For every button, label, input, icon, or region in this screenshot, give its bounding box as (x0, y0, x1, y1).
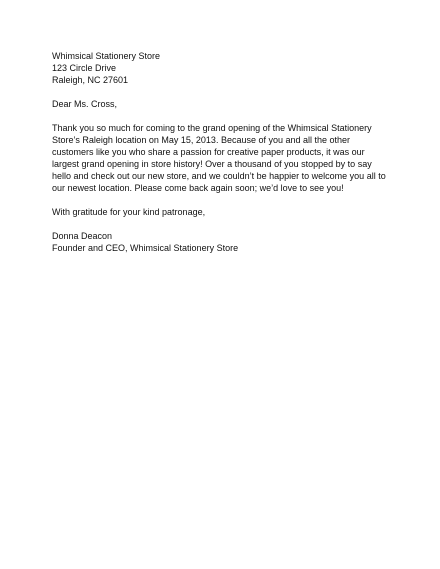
sender-city-state-zip: Raleigh, NC 27601 (52, 75, 129, 85)
sender-address (52, 50, 392, 86)
signer-title: Founder and CEO, Whimsical Stationery Store (52, 243, 239, 253)
salutation: Dear Ms. Cross, (52, 99, 118, 109)
signature-block (52, 230, 392, 254)
body-paragraph: Thank you so much for coming to the grand opening of the Whimsical Stationery Store’s Raleigh location on May 15, 2013. Because of you and all the other customers like you who share a passion for creative paper products, it was our largest grand opening in store history! Over a thousand of you stopped by to say hello and check out our new store, and we couldn’t be happier to welcome you all to our newest location. Please come back again soon; we’d love to see you! (52, 123, 386, 193)
signer-name: Donna Deacon (52, 231, 113, 241)
sender-name: Whimsical Stationery Store (52, 51, 161, 61)
closing-line: With gratitude for your kind patronage, (52, 207, 206, 217)
letter-document (52, 50, 392, 254)
sender-street: 123 Circle Drive (52, 63, 117, 73)
